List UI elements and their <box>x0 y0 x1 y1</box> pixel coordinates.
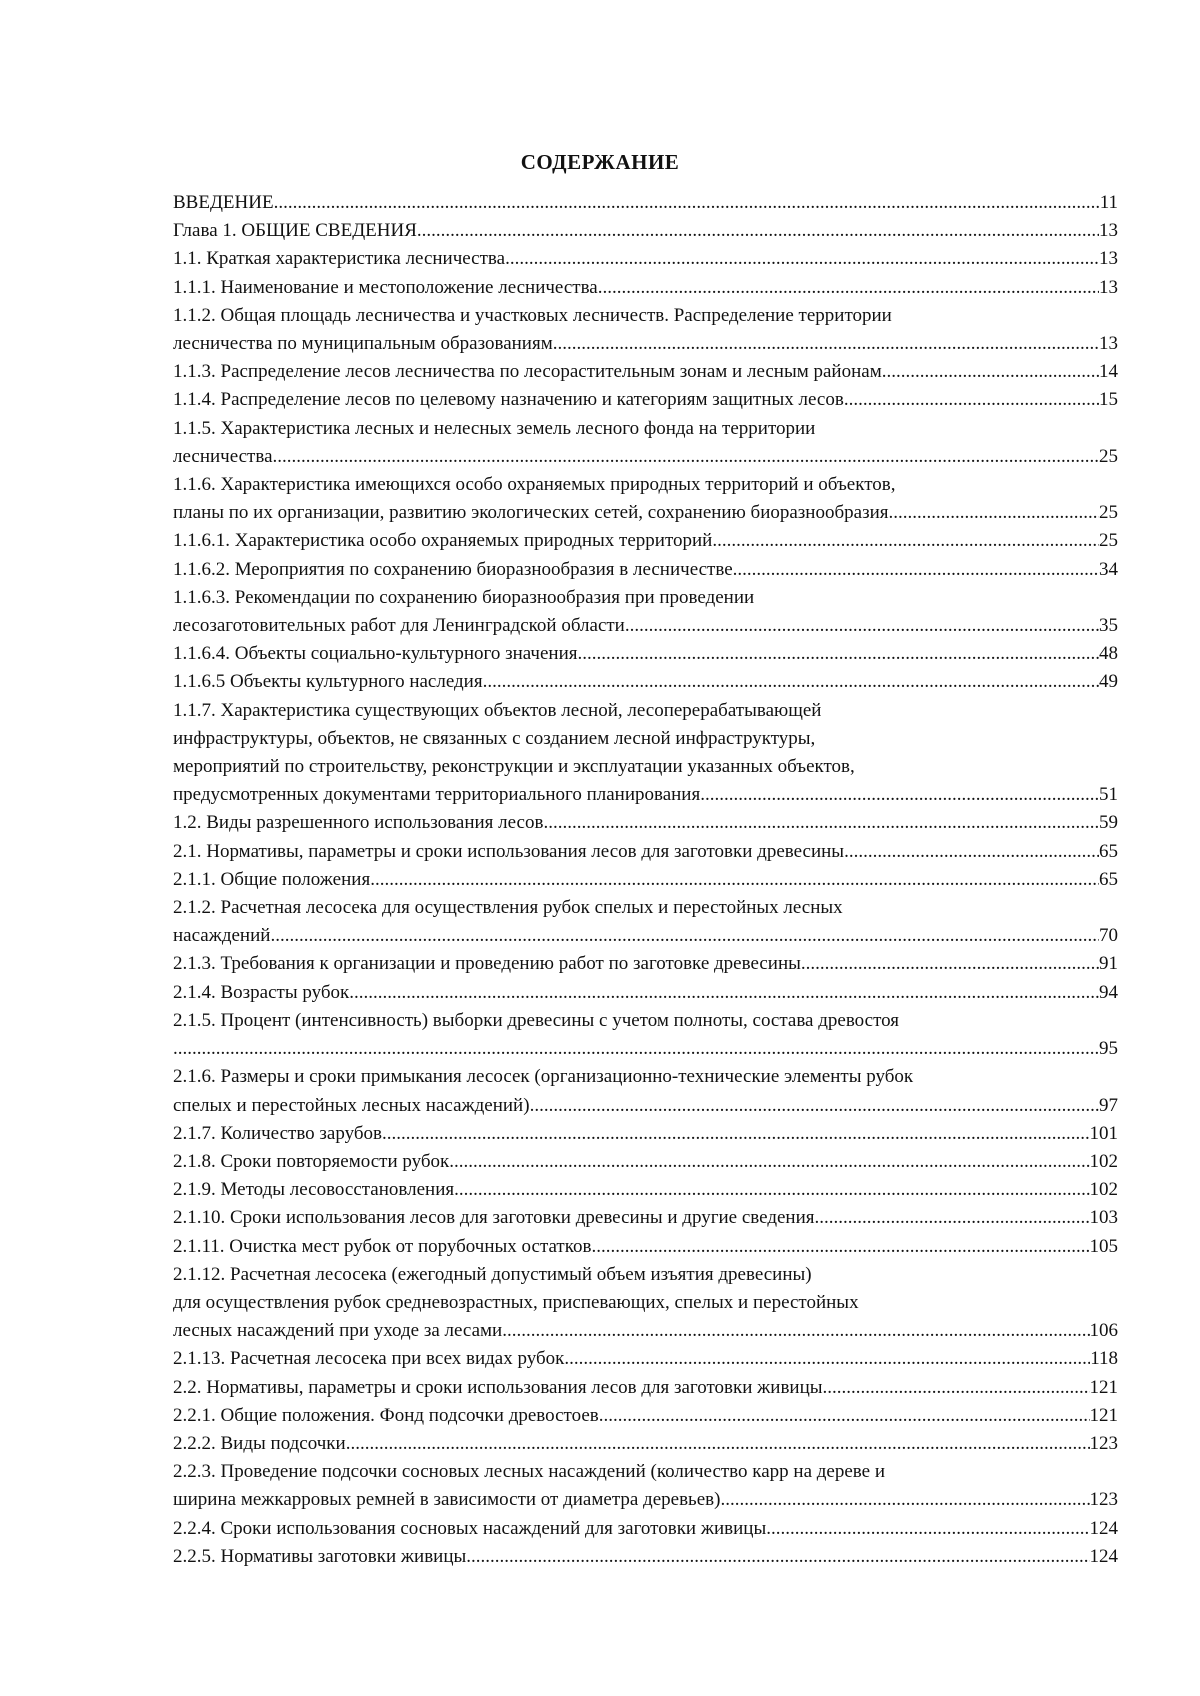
toc-dot-leader <box>466 1543 1089 1571</box>
toc-entry-text: ширина межкарровых ремней в зависимости от диаметра деревьев) <box>173 1489 721 1511</box>
toc-entry[interactable] <box>173 189 1118 217</box>
toc-entry-last-line <box>173 330 1118 358</box>
toc-dot-leader <box>849 386 1099 414</box>
toc-entry-text: предусмотренных документами территориального планирования <box>173 784 701 806</box>
toc-entry-last-line <box>173 1486 1118 1514</box>
toc-page-number: 123 <box>1089 1432 1118 1454</box>
toc-entry-last-line <box>173 1120 1118 1148</box>
toc-page-number: 101 <box>1089 1122 1118 1144</box>
toc-entry-last-line <box>173 866 1118 894</box>
toc-dot-leader <box>382 1120 1090 1148</box>
toc-page-number: 102 <box>1089 1150 1118 1172</box>
toc-entry-text: лесничества по муниципальным образованиям <box>173 333 553 355</box>
toc-entry-text: 2.1.11. Очистка мест рубок от порубочных остатков <box>173 1235 592 1257</box>
toc-dot-leader <box>553 330 1099 358</box>
toc-entry-text: 1.1.4. Распределение лесов по целевому назначению и категориям защитных лесов. <box>173 389 849 411</box>
toc-page-number: 11 <box>1099 192 1118 213</box>
toc-entry[interactable] <box>173 1374 1118 1402</box>
toc-page-number: 48 <box>1099 643 1118 665</box>
toc-page-number: 13 <box>1099 276 1118 298</box>
toc-entry-last-line <box>173 979 1118 1007</box>
toc-page-number: 105 <box>1089 1235 1118 1257</box>
toc-entry-last-line <box>173 189 1118 217</box>
toc-title: СОДЕРЖАНИЕ <box>520 150 680 174</box>
toc-dot-leader <box>801 950 1099 978</box>
toc-page-number: 118 <box>1090 1348 1118 1370</box>
toc-entry-text: спелых и перестойных лесных насаждений) <box>173 1094 530 1116</box>
toc-page-number: 25 <box>1099 445 1118 467</box>
toc-page-number: 65 <box>1099 840 1118 862</box>
toc-dot-leader <box>270 922 1099 950</box>
toc-entry[interactable] <box>173 386 1118 414</box>
toc-entry[interactable] <box>173 556 1118 584</box>
toc-page-number: 70 <box>1099 925 1118 947</box>
toc-entry-text: лесных насаждений при уходе за лесами <box>173 1320 503 1342</box>
toc-entry[interactable] <box>173 1233 1118 1261</box>
toc-entry-text: 2.2.4. Сроки использования сосновых насаждений для заготовки живицы <box>173 1517 767 1539</box>
toc-entry-text: 1.1.3. Распределение лесов лесничества по лесорастительным зонам и лесным районам <box>173 361 882 383</box>
toc-page-number: 13 <box>1099 248 1118 270</box>
toc-entry-text: 2.1.7. Количество зарубов <box>173 1122 382 1144</box>
toc-page-number: 49 <box>1099 671 1118 693</box>
toc-dot-leader <box>483 668 1099 696</box>
toc-entry-text: планы по их организации, развитию экологических сетей, сохранению биоразнообразия <box>173 502 889 524</box>
toc-dot-leader <box>502 1317 1089 1345</box>
toc-entry-last-line <box>173 838 1118 866</box>
toc-dot-leader <box>577 640 1099 668</box>
toc-page-number: 14 <box>1099 361 1118 383</box>
toc-entry-text: 2.1.10. Сроки использования лесов для заготовки древесины и другие сведения <box>173 1207 815 1229</box>
toc-entry-text: 1.1.1. Наименование и местоположение лесничества <box>173 276 598 298</box>
toc-page-number: 34 <box>1099 558 1118 580</box>
toc-entry-text-line: для осуществления рубок средневозрастных, приспевающих, спелых и перестойных <box>173 1291 859 1313</box>
toc-entry[interactable] <box>173 245 1118 273</box>
toc-dot-leader <box>417 217 1099 245</box>
toc-dot-leader <box>564 1345 1090 1373</box>
toc-dot-leader <box>849 838 1099 866</box>
toc-entry-text: 1.2. Виды разрешенного использования лесов <box>173 812 544 834</box>
toc-page-number: 94 <box>1099 981 1118 1003</box>
toc-dot-leader <box>591 1233 1089 1261</box>
toc-entry[interactable] <box>173 668 1118 696</box>
toc-entry-text: 2.2.5. Нормативы заготовки живицы <box>173 1545 467 1567</box>
toc-dot-leader <box>543 809 1099 837</box>
toc-dot-leader <box>370 866 1099 894</box>
toc-entry[interactable] <box>173 1458 1118 1514</box>
toc-page-number: 13 <box>1099 333 1118 355</box>
toc-entry-last-line <box>173 1543 1118 1571</box>
toc-dot-leader <box>273 443 1099 471</box>
toc-entry-text-line: инфраструктуры, объектов, не связанных с созданием лесной инфраструктуры, <box>173 727 816 749</box>
toc-entry-last-line <box>173 781 1118 809</box>
toc-page-number: 102 <box>1089 1179 1118 1201</box>
toc-entry-text: 2.1.3. Требования к организации и проведению работ по заготовке древесины <box>173 953 801 975</box>
toc-page-number: 124 <box>1089 1545 1118 1567</box>
toc-entry-text: насаждений <box>173 925 271 947</box>
toc-entry-last-line <box>173 809 1118 837</box>
toc-entry-text-line: 1.1.6.3. Рекомендации по сохранению биоразнообразия при проведении <box>173 586 755 608</box>
toc-entry-text: 2.1. Нормативы, параметры и сроки использования лесов для заготовки древесины. <box>173 840 849 862</box>
toc-dot-leader <box>700 781 1099 809</box>
toc-entry-text-line: 2.1.6. Размеры и сроки примыкания лесосек (организационно-технические элементы рубок <box>173 1066 914 1088</box>
toc-entry[interactable] <box>173 640 1118 668</box>
toc-page-number: 59 <box>1099 812 1118 834</box>
toc-entry[interactable] <box>173 838 1118 866</box>
toc-entry-last-line <box>173 1515 1118 1543</box>
toc-entry-last-line <box>173 1233 1118 1261</box>
toc-dot-leader <box>598 274 1099 302</box>
toc-entry[interactable] <box>173 274 1118 302</box>
toc-entry[interactable] <box>173 866 1118 894</box>
toc-entry-text: ВВЕДЕНИЕ <box>173 192 274 213</box>
toc-entry-last-line <box>173 499 1118 527</box>
toc-entry[interactable] <box>173 217 1118 245</box>
toc-entry-text-line: 2.1.5. Процент (интенсивность) выборки древесины с учетом полноты, состава древостоя <box>173 1009 900 1031</box>
toc-entry-text: 1.1.6.5 Объекты культурного наследия <box>173 671 483 693</box>
toc-page-number: 106 <box>1089 1320 1118 1342</box>
toc-entry[interactable] <box>173 527 1118 555</box>
toc-entry-text: Глава 1. ОБЩИЕ СВЕДЕНИЯ <box>173 220 417 242</box>
toc-dot-leader <box>882 358 1099 386</box>
toc-dot-leader <box>505 245 1099 273</box>
toc-page-number: 25 <box>1099 502 1118 524</box>
toc-page-number: 123 <box>1089 1489 1118 1511</box>
toc-entry[interactable] <box>173 1261 1118 1346</box>
toc-entry-last-line <box>173 358 1118 386</box>
toc-dot-leader <box>889 499 1100 527</box>
toc-page-number: 103 <box>1089 1207 1118 1229</box>
toc-entry[interactable] <box>173 1204 1118 1232</box>
toc-page-number: 25 <box>1099 530 1118 552</box>
toc-entry-last-line <box>173 1148 1118 1176</box>
toc-entry-last-line <box>173 1345 1118 1373</box>
toc-entry-last-line <box>173 1176 1118 1204</box>
toc-dot-leader <box>599 1402 1090 1430</box>
toc-entry[interactable] <box>173 1515 1118 1543</box>
toc-page-number: 97 <box>1099 1094 1118 1116</box>
toc-entry-last-line <box>173 668 1118 696</box>
toc-page-number: 121 <box>1089 1404 1118 1426</box>
toc-entry[interactable] <box>173 1543 1118 1571</box>
toc-entry[interactable] <box>173 1402 1118 1430</box>
toc-page-number: 15 <box>1099 389 1118 411</box>
toc-entry-last-line <box>173 1317 1118 1345</box>
toc-entry[interactable] <box>173 1007 1118 1063</box>
toc-page-number: 51 <box>1099 784 1118 806</box>
toc-entry[interactable] <box>173 415 1118 471</box>
toc-page-number: 124 <box>1089 1517 1118 1539</box>
toc-entry-last-line <box>173 950 1118 978</box>
toc-entry-last-line <box>173 612 1118 640</box>
toc-entry-text: лесозаготовительных работ для Ленинградской области <box>173 615 625 637</box>
toc-entry-text-line: 1.1.6. Характеристика имеющихся особо охраняемых природных территорий и объектов, <box>173 474 896 496</box>
toc-dot-leader <box>823 1374 1090 1402</box>
toc-entry[interactable] <box>173 471 1118 527</box>
toc-page-number: 121 <box>1089 1376 1118 1398</box>
toc-entry-last-line <box>173 1430 1118 1458</box>
toc-entry[interactable] <box>173 1120 1118 1148</box>
toc-entry-text: 1.1.6.4. Объекты социально-культурного значения <box>173 643 578 665</box>
toc-dot-leader <box>449 1148 1089 1176</box>
toc-page-number: 91 <box>1099 953 1118 975</box>
toc-entry-text: 2.2. Нормативы, параметры и сроки использования лесов для заготовки живицы <box>173 1376 823 1398</box>
toc-dot-leader <box>625 612 1099 640</box>
toc-entry-text: 2.1.9. Методы лесовосстановления <box>173 1179 455 1201</box>
toc-entry-last-line <box>173 274 1118 302</box>
toc-entry-last-line <box>173 217 1118 245</box>
toc-entry-last-line <box>173 640 1118 668</box>
toc-entry[interactable] <box>173 1063 1118 1119</box>
toc-entry[interactable] <box>173 809 1118 837</box>
toc-entry-text-line: 2.2.3. Проведение подсочки сосновых лесных насаждений (количество карр на дереве и <box>173 1461 885 1483</box>
toc-entry-last-line <box>173 443 1118 471</box>
toc-dot-leader <box>274 189 1100 217</box>
toc-dot-leader <box>766 1515 1089 1543</box>
toc-entry-text: 2.1.13. Расчетная лесосека при всех видах рубок <box>173 1348 565 1370</box>
toc-entry-last-line <box>173 922 1118 950</box>
toc-entry-last-line <box>173 556 1118 584</box>
toc-entry-text: 2.2.1. Общие положения. Фонд подсочки древостоев <box>173 1404 599 1426</box>
toc-entry-text-line: 1.1.7. Характеристика существующих объектов лесной, лесоперерабатывающей <box>173 699 822 721</box>
toc-entry-last-line <box>173 1402 1118 1430</box>
toc-entry-last-line <box>173 245 1118 273</box>
toc-entry-last-line <box>173 386 1118 414</box>
toc-dot-leader <box>346 1430 1090 1458</box>
table-of-contents <box>173 189 1118 1571</box>
toc-page-number: 65 <box>1099 868 1118 890</box>
toc-page-number: 13 <box>1099 220 1118 242</box>
toc-dot-leader <box>454 1176 1089 1204</box>
toc-entry-text-line: 1.1.5. Характеристика лесных и нелесных земель лесного фонда на территории <box>173 417 816 439</box>
toc-entry-last-line <box>173 1092 1118 1120</box>
toc-entry[interactable] <box>173 358 1118 386</box>
toc-entry[interactable] <box>173 1345 1118 1373</box>
toc-entry[interactable] <box>173 584 1118 640</box>
toc-page-number: 35 <box>1099 615 1118 637</box>
toc-dot-leader <box>733 556 1099 584</box>
toc-entry-text: 2.1.8. Сроки повторяемости рубок <box>173 1150 450 1172</box>
toc-entry-last-line <box>173 1204 1118 1232</box>
toc-dot-leader <box>815 1204 1090 1232</box>
toc-entry-text-line: 2.1.2. Расчетная лесосека для осуществления рубок спелых и перестойных лесных <box>173 897 843 919</box>
toc-entry-text: 2.1.1. Общие положения <box>173 868 371 890</box>
toc-dot-leader <box>530 1092 1099 1120</box>
toc-entry-text: 1.1. Краткая характеристика лесничества <box>173 248 506 270</box>
toc-entry-text-line: 1.1.2. Общая площадь лесничества и участковых лесничеств. Распределение территории <box>173 304 892 326</box>
toc-entry-text: 1.1.6.2. Мероприятия по сохранению биоразнообразия в лесничестве <box>173 558 733 580</box>
toc-entry[interactable] <box>173 302 1118 358</box>
toc-page-number: 95 <box>1099 1038 1118 1060</box>
toc-entry[interactable] <box>173 697 1118 810</box>
toc-entry-text: 2.1.4. Возрасты рубок <box>173 981 350 1003</box>
toc-entry-text-line: мероприятий по строительству, реконструкции и эксплуатации указанных объектов, <box>173 756 855 778</box>
toc-dot-leader <box>712 527 1099 555</box>
toc-entry-text: 2.2.2. Виды подсочки <box>173 1432 346 1454</box>
toc-entry-last-line <box>173 527 1118 555</box>
toc-entry-text-line: 2.1.12. Расчетная лесосека (ежегодный допустимый объем изъятия древесины) <box>173 1263 812 1285</box>
toc-dot-leader <box>349 979 1099 1007</box>
toc-entry[interactable] <box>173 894 1118 950</box>
toc-entry-last-line <box>173 1035 1118 1063</box>
toc-entry-text: лесничества <box>173 445 273 467</box>
toc-entry-text: 1.1.6.1. Характеристика особо охраняемых природных территорий <box>173 530 713 552</box>
toc-entry[interactable] <box>173 1176 1118 1204</box>
toc-entry[interactable] <box>173 1430 1118 1458</box>
toc-dot-leader <box>720 1486 1089 1514</box>
toc-entry[interactable] <box>173 950 1118 978</box>
toc-entry-last-line <box>173 1374 1118 1402</box>
toc-entry[interactable] <box>173 1148 1118 1176</box>
toc-dot-leader <box>173 1035 1099 1063</box>
toc-entry[interactable] <box>173 979 1118 1007</box>
